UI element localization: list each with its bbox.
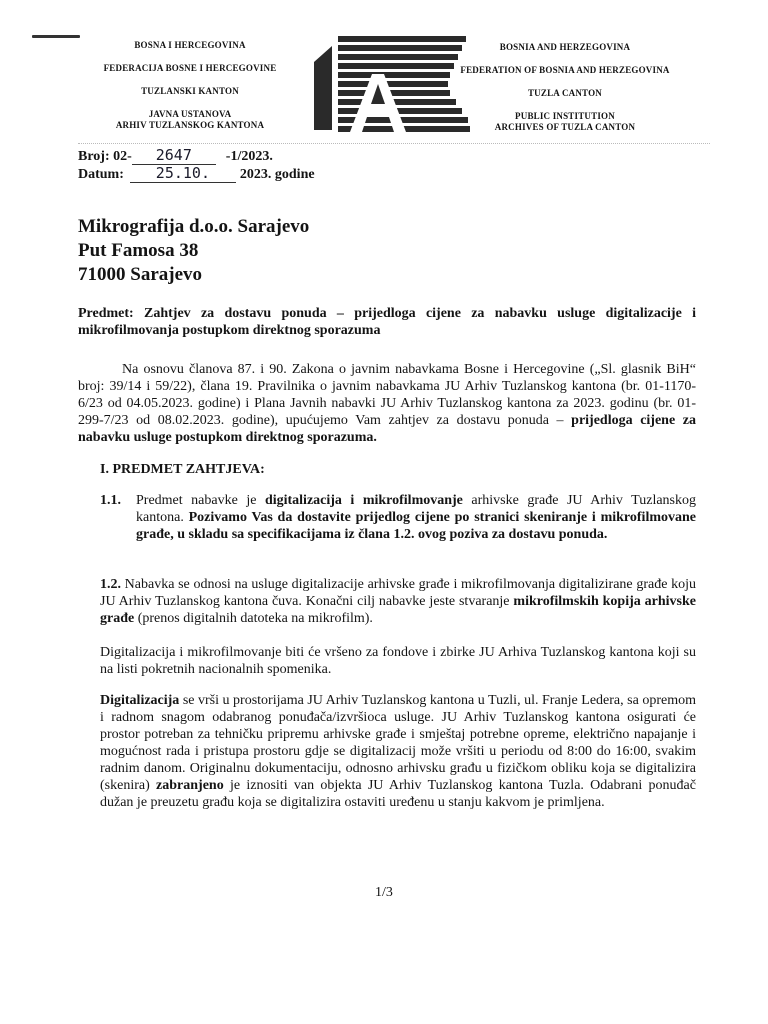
reference-block xyxy=(78,147,315,183)
intro-paragraph xyxy=(78,361,696,446)
header-right-line: FEDERATION OF BOSNIA AND HERZEGOVINA xyxy=(460,65,670,75)
header-right-line: BOSNIA AND HERZEGOVINA xyxy=(499,42,631,52)
digitalization-paragraph xyxy=(100,692,696,811)
scan-mark xyxy=(32,35,80,38)
header-left xyxy=(80,40,300,131)
header-right-line: PUBLIC INSTITUTION xyxy=(515,111,615,121)
header-left-line: TUZLANSKI KANTON xyxy=(141,86,239,96)
datum-label: Datum: xyxy=(78,167,124,182)
item-text xyxy=(136,492,696,543)
item-text-part: (prenos digitalnih datoteka na mikrofilm). xyxy=(134,611,373,626)
section-title: I. PREDMET ZAHTJEVA: xyxy=(100,462,265,477)
item-1-2 xyxy=(100,576,696,627)
addressee-block xyxy=(78,215,309,287)
item-text-bold: mikrofilmskih kopija arhivske građe xyxy=(100,594,696,626)
intro-bold: prijedloga cijene za nabavku usluge postupkom direktnog sporazuma. xyxy=(78,413,696,445)
header-left-line: ARHIV TUZLANSKOG KANTONA xyxy=(115,120,265,130)
item-text-part: Nabavka se odnosi na usluge digitalizacije arhivske građe i mikrofilmovanja digitalizirane građe koju JU Arhiv Tuzlanskog kantona čuva. Konačni cilj nabavke jeste stvaranje xyxy=(100,577,696,609)
item-text-bold: digitalizacija i mikrofilmovanje xyxy=(264,493,463,508)
header-left-line: FEDERACIJA BOSNE I HERCEGOVINE xyxy=(103,63,277,73)
item-text-part: arhivske građe JU Arhiv Tuzlanskog kantona. xyxy=(136,493,696,525)
addressee-line: Mikrografija d.o.o. Sarajevo xyxy=(78,216,310,237)
item-text-part: Predmet nabavke je xyxy=(136,493,265,508)
fond-paragraph: Digitalizacija i mikrofilmovanje biti će vršeno za fondove i zbirke JU Arhiva Tuzlanskog kantona koji su na listi pokretnih nacionalnih spomenika. xyxy=(100,645,696,677)
header-right-line: TUZLA CANTON xyxy=(527,88,602,98)
broj-handwritten: 2647 xyxy=(132,147,216,165)
header-divider xyxy=(78,143,710,144)
dig-text: se vrši u prostorijama JU Arhiv Tuzlanskog kantona u Tuzli, ul. Franje Ledera, sa opremom i radnom snagom odabranog ponuđača/izvršioca usluge. JU Arhiv Tuzlanskog kantona osigurati će prostor potreban za tehničku pripremu arhivske građe i smještaj potrebne opreme, električno napajanje i mogućnost rada i pristupa prostoru gdje se digitalizacij može vršiti u periodu od 8:00 do 16:00, svakim radnim danom. Originalnu dokumentaciju, odnosno arhivsku građu u fizičkom obliku koja se digitalizira (skenira) xyxy=(100,693,696,793)
header-left-line: JAVNA USTANOVA xyxy=(148,109,232,119)
subject-line: Predmet: Zahtjev za dostavu ponuda – prijedloga cijene za nabavku usluge digitalizacije i mikrofilmovanja postupkom direktnog sporazuma xyxy=(78,306,696,338)
broj-label: Broj: 02- xyxy=(78,149,132,164)
item-number: 1.1. xyxy=(100,493,121,508)
item-text-bold: Pozivamo Vas da dostavite prijedlog cijene po stranici skeniranje i mikrofilmovane građe, u skladu sa specifikacijama iz člana 1.2. ovog poziva za dostavu ponuda. xyxy=(136,510,696,542)
broj-suffix: -1/2023. xyxy=(225,149,273,164)
dig-text: je iznositi van objekta JU Arhiv Tuzlanskog kantona Tuzla. Odabrani ponuđač dužan je preuzetu građu koja se digitalizira ostaviti uređenu u stanju kakvom je primljena. xyxy=(100,778,696,810)
header-right xyxy=(440,42,690,133)
addressee-line: Put Famosa 38 xyxy=(78,240,199,261)
intro-text: Na osnovu članova 87. i 90. Zakona o javnim nabavkama Bosne i Hercegovine („Sl. glasnik BiH“ broj: 39/14 i 59/22), člana 19. Pravilnika o javnim nabavkama JU Arhiv Tuzlanskog kantona (br. 01-1170-6/23 od 04.05.2023. godine) i Plana Javnih nabavki JU Arhiv Tuzlanskog kantona za 2023. godinu (br. 01-299-7/23 od 08.02.2023. godine), upućujemo Vam zahtjev za dostavu ponuda – xyxy=(78,362,696,428)
item-number: 1.2. xyxy=(100,577,121,592)
header-left-line: BOSNA I HERCEGOVINA xyxy=(134,40,246,50)
dig-bold: Digitalizacija xyxy=(100,693,180,708)
addressee-line: 71000 Sarajevo xyxy=(78,264,203,285)
page-number: 1/3 xyxy=(375,885,393,900)
datum-row xyxy=(78,165,315,183)
item-1-1 xyxy=(100,492,696,543)
dig-bold: zabranjeno xyxy=(156,778,224,793)
broj-row xyxy=(78,147,315,165)
datum-handwritten: 25.10. xyxy=(130,165,236,183)
header-right-line: ARCHIVES OF TUZLA CANTON xyxy=(494,122,636,132)
datum-suffix: 2023. godine xyxy=(239,167,315,182)
